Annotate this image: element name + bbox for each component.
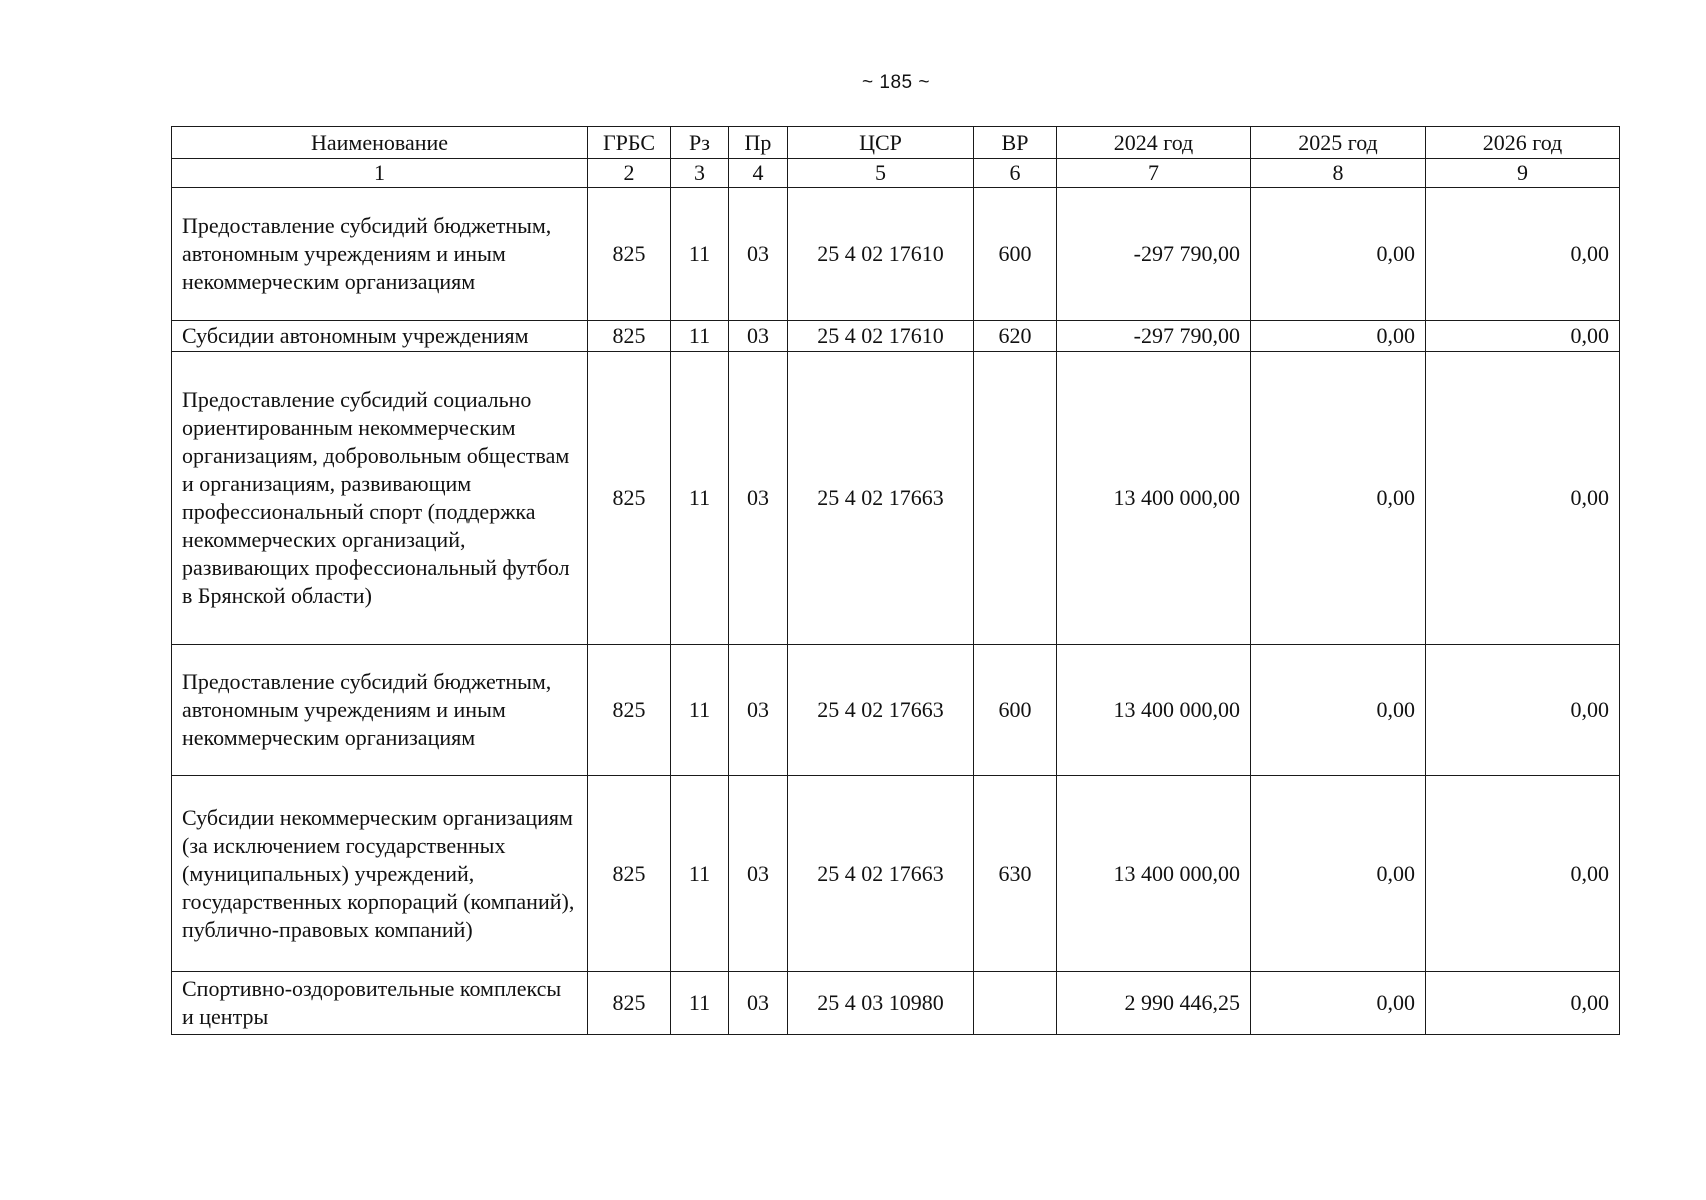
row-pr: 03	[729, 352, 788, 645]
table-row	[172, 188, 1620, 321]
row-amount-2024: 13 400 000,00	[1057, 352, 1251, 645]
row-csr: 25 4 02 17663	[788, 645, 974, 776]
row-grbs: 825	[588, 188, 671, 321]
row-amount-2024: 13 400 000,00	[1057, 645, 1251, 776]
row-amount-2026: 0,00	[1426, 776, 1620, 972]
header-cell-2026: 2026 год	[1426, 127, 1620, 159]
row-amount-2026: 0,00	[1426, 321, 1620, 352]
column-number: 8	[1251, 159, 1426, 188]
column-number: 1	[172, 159, 588, 188]
row-amount-2024: 2 990 446,25	[1057, 972, 1251, 1035]
row-amount-2025: 0,00	[1251, 972, 1426, 1035]
header-cell-csr: ЦСР	[788, 127, 974, 159]
row-vr: 600	[974, 645, 1057, 776]
row-amount-2025: 0,00	[1251, 776, 1426, 972]
row-amount-2025: 0,00	[1251, 645, 1426, 776]
row-grbs: 825	[588, 352, 671, 645]
row-amount-2026: 0,00	[1426, 188, 1620, 321]
table-row	[172, 972, 1620, 1035]
budget-table	[171, 126, 1620, 1035]
header-cell-grbs: ГРБС	[588, 127, 671, 159]
row-pr: 03	[729, 321, 788, 352]
row-name: Субсидии автономным учреждениям	[172, 321, 588, 352]
row-amount-2026: 0,00	[1426, 972, 1620, 1035]
row-grbs: 825	[588, 776, 671, 972]
row-rz: 11	[671, 645, 729, 776]
row-rz: 11	[671, 352, 729, 645]
row-vr: 620	[974, 321, 1057, 352]
row-vr	[974, 972, 1057, 1035]
column-number: 6	[974, 159, 1057, 188]
column-number: 4	[729, 159, 788, 188]
header-cell-2024: 2024 год	[1057, 127, 1251, 159]
row-pr: 03	[729, 776, 788, 972]
page-number: ~ 185 ~	[862, 72, 930, 93]
row-grbs: 825	[588, 645, 671, 776]
row-amount-2026: 0,00	[1426, 645, 1620, 776]
row-csr: 25 4 02 17663	[788, 352, 974, 645]
row-name: Предоставление субсидий бюджетным, автономным учреждениям и иным некоммерческим организациям	[172, 188, 588, 321]
row-name: Субсидии некоммерческим организациям (за исключением государственных (муниципальных) учреждений, государственных корпораций (компаний), публично-правовых компаний)	[172, 776, 588, 972]
row-vr	[974, 352, 1057, 645]
header-cell-name: Наименование	[172, 127, 588, 159]
row-grbs: 825	[588, 972, 671, 1035]
row-amount-2024: -297 790,00	[1057, 188, 1251, 321]
column-number: 9	[1426, 159, 1620, 188]
row-amount-2025: 0,00	[1251, 188, 1426, 321]
row-grbs: 825	[588, 321, 671, 352]
header-cell-rz: Рз	[671, 127, 729, 159]
row-amount-2026: 0,00	[1426, 352, 1620, 645]
row-rz: 11	[671, 321, 729, 352]
row-pr: 03	[729, 188, 788, 321]
column-number: 2	[588, 159, 671, 188]
row-vr: 600	[974, 188, 1057, 321]
row-amount-2024: 13 400 000,00	[1057, 776, 1251, 972]
table-row	[172, 645, 1620, 776]
row-vr: 630	[974, 776, 1057, 972]
column-number: 3	[671, 159, 729, 188]
row-rz: 11	[671, 776, 729, 972]
row-amount-2025: 0,00	[1251, 352, 1426, 645]
row-pr: 03	[729, 645, 788, 776]
header-cell-vr: ВР	[974, 127, 1057, 159]
table-row	[172, 352, 1620, 645]
table-row	[172, 776, 1620, 972]
row-csr: 25 4 02 17610	[788, 321, 974, 352]
row-csr: 25 4 02 17610	[788, 188, 974, 321]
header-cell-pr: Пр	[729, 127, 788, 159]
table-row	[172, 321, 1620, 352]
row-amount-2024: -297 790,00	[1057, 321, 1251, 352]
column-number-row	[172, 159, 1620, 188]
row-name: Предоставление субсидий социально ориентированным некоммерческим организациям, добровольным обществам и организациям, развивающим профессиональный спорт (поддержка некоммерческих организаций, развивающих профессиональный футбол в Брянской области)	[172, 352, 588, 645]
column-number: 5	[788, 159, 974, 188]
row-amount-2025: 0,00	[1251, 321, 1426, 352]
row-name: Спортивно-оздоровительные комплексы и центры	[172, 972, 588, 1035]
row-csr: 25 4 02 17663	[788, 776, 974, 972]
row-csr: 25 4 03 10980	[788, 972, 974, 1035]
row-name: Предоставление субсидий бюджетным, автономным учреждениям и иным некоммерческим организациям	[172, 645, 588, 776]
header-cell-2025: 2025 год	[1251, 127, 1426, 159]
row-rz: 11	[671, 972, 729, 1035]
row-rz: 11	[671, 188, 729, 321]
column-number: 7	[1057, 159, 1251, 188]
header-row	[172, 127, 1620, 159]
row-pr: 03	[729, 972, 788, 1035]
